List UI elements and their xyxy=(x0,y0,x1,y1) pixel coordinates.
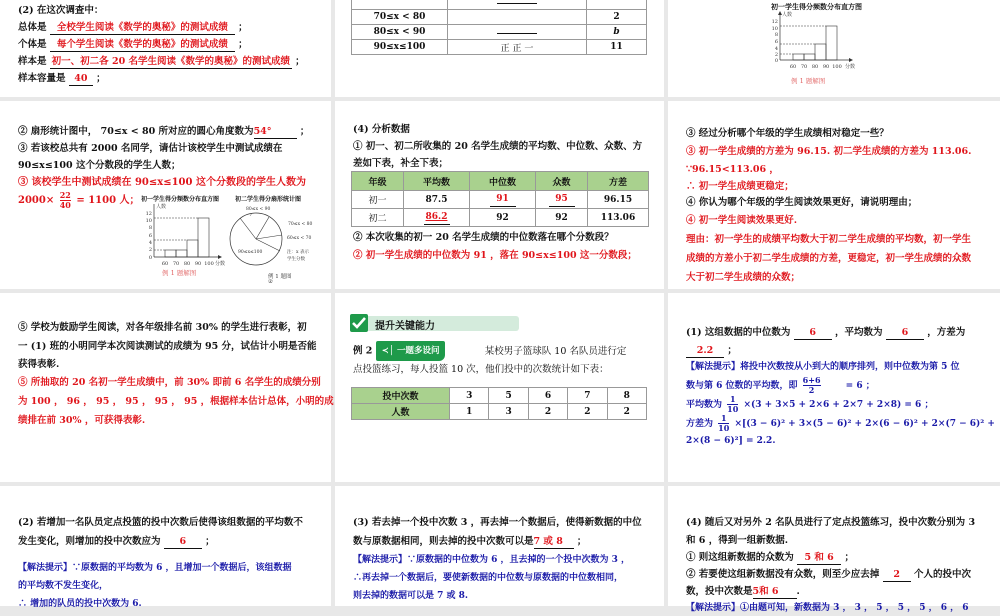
answer-median: 6 xyxy=(794,326,832,340)
answer-removed: 7 或 8 xyxy=(534,535,574,549)
question-2: ② 扇形统计图中， 70≤x < 80 所对应的圆心角度数为 xyxy=(18,126,254,137)
shots-table xyxy=(351,387,647,420)
panel-new-data-mode: (4) 随后又对另外 2 名队员进行了定点投篮练习，投中次数分别为 3 和 6 ，得到一组新数据. ① 则这组新数据的众数为 5 和 6 ； ② 若要使这组新数据没有众数，则至少应去掉 2 个人的投中次 数，投中次数是5和 6 . 【解法提示】①由题可知，新数据为 3 ， 3 ， 5 ， 5 ， 5 ， 6 ， 6 xyxy=(668,486,1000,606)
question-2-line-2: 发生变化，则增加的投中次数应为 xyxy=(18,536,161,547)
answer-sample: 初一、初二各 20 名学生阅读《数学的奥秘》的测试成绩 xyxy=(51,56,290,67)
range-cell: 70≤x < 80 xyxy=(352,10,448,25)
svg-text:80: 80 xyxy=(811,64,819,70)
count-cell: b xyxy=(587,25,647,40)
pie-chart xyxy=(228,201,333,273)
panel-add-player: (2) 若增加一名队员定点投篮的投中次数后使得该组数据的平均数不 发生变化，则增加的投中次数应为 6 ； 【解法提示】∵原数据的平均数为 6 ，且增加一个数据后，该组数据 的平均数不发生变化， ∴ 增加的队员的投中次数为 6. xyxy=(0,486,331,606)
tally-cell xyxy=(448,10,587,25)
histogram-chart xyxy=(766,10,866,85)
svg-text:80: 80 xyxy=(183,261,191,267)
svg-text:4: 4 xyxy=(148,240,152,246)
answer-mean: 86.2 xyxy=(424,211,450,225)
count-cell: 2 xyxy=(587,10,647,25)
answer-3-line-1: ③ 初一学生成绩的方差为 96.15. 初二学生成绩的方差为 113.06. xyxy=(686,146,972,157)
svg-text:学生分数: 学生分数 xyxy=(287,257,305,262)
table-row xyxy=(352,25,647,40)
answer-3-line-1: ③ 该校学生中测试成绩在 90≤x≤100 这个分数段的学生人数为 xyxy=(18,177,306,188)
answer-angle: 54° xyxy=(254,125,297,139)
svg-text:80≤x < 90: 80≤x < 90 xyxy=(246,207,271,212)
question-1-line-2: 差如下表，补全下表； xyxy=(353,158,449,169)
hint-line-2: ∴再去掉一个数据后，要使新数据的中位数与原数据的中位数相同， xyxy=(353,573,624,583)
svg-text:0: 0 xyxy=(148,255,152,261)
panel-example-2 xyxy=(335,293,664,482)
question-1-line-1: ① 初一、初二所收集的 20 名学生成绩的平均数、中位数、众数、方 xyxy=(353,141,643,152)
table-row: 投中次数 3 5 6 7 8 xyxy=(352,388,647,404)
question-5-line-1: ⑤ 学校为鼓励学生阅读，对各年级排名前 30% 的学生进行表彰，初 xyxy=(18,322,307,333)
svg-text:0: 0 xyxy=(774,58,778,64)
table-row xyxy=(352,40,647,55)
svg-text:8: 8 xyxy=(148,225,152,231)
answer-5-line-3: 绩排在前 30% ，可获得表彰. xyxy=(18,415,146,426)
answer-mode: 5 和 6 xyxy=(797,551,841,565)
panel-frequency-table xyxy=(335,0,664,97)
hint-line-3: 则去掉的数据可以是 7 或 8. xyxy=(353,591,469,601)
pie-title: 初二学生得分扇形统计图 xyxy=(235,196,302,203)
section-banner xyxy=(351,316,519,331)
svg-text:10: 10 xyxy=(145,218,152,224)
svg-text:6: 6 xyxy=(148,233,152,239)
row-header: 投中次数 xyxy=(352,388,450,404)
svg-text:60: 60 xyxy=(789,64,797,70)
answer-median: 91 xyxy=(490,193,516,207)
figure-caption: 例 1 题解图 xyxy=(791,77,826,85)
svg-text:2: 2 xyxy=(774,52,778,58)
row-header: 人数 xyxy=(352,404,450,420)
question-3-line-1: ③ 若该校总共有 2000 名同学，请估计该校学生中测试成绩在 xyxy=(18,143,283,154)
hint-line-1: 【解法提示】∵原数据的平均数为 6 ，且增加一个数据后，该组数据 xyxy=(18,563,292,573)
chart-title: 初一学生得分频数分布直方图 xyxy=(771,2,862,11)
svg-text:注：x 表示: 注：x 表示 xyxy=(287,250,309,255)
table-row: 人数 1 3 2 2 2 xyxy=(352,404,647,420)
question-2: ② 本次收集的初一 20 名学生成绩的中位数落在哪个分数段？ xyxy=(353,232,614,243)
svg-text:70: 70 xyxy=(172,261,180,267)
answer-sample-size: 40 xyxy=(69,72,93,86)
svg-text:90≤x≤100: 90≤x≤100 xyxy=(238,250,263,255)
hint-line-3: 平均数为 $\frac{1}{10}$ ×(3 + 3×5 + 2×6 + 2×7 + 2×8) = 6 ； xyxy=(686,394,934,414)
histogram-chart xyxy=(140,201,235,266)
svg-text:12: 12 xyxy=(145,211,152,217)
hist-title: 初一学生得分频数分布直方图 xyxy=(141,196,220,203)
question-4-line-2: 和 6 ，得到一组新数据. xyxy=(686,535,789,546)
answer-5-line-1: ⑤ 所抽取的 20 名初一学生成绩中，前 30% 即前 6 名学生的成绩分别 xyxy=(18,377,321,388)
panel-analysis-table xyxy=(335,101,664,289)
svg-text:分数: 分数 xyxy=(215,261,226,267)
svg-text:100: 100 xyxy=(832,64,842,70)
section-heading: (4) 分析数据 xyxy=(353,124,410,135)
count-cell: 11 xyxy=(587,40,647,55)
answer-2: ② 初一学生成绩的中位数为 91 ，落在 90≤x≤100 这一分数段； xyxy=(353,250,637,261)
stem-line-1: 某校男子篮球队 10 名队员进行定 xyxy=(484,345,627,357)
svg-text:70≤x < 80: 70≤x < 80 xyxy=(288,222,313,227)
frequency-table xyxy=(351,0,647,55)
pie-caption: 例 1 题图 xyxy=(268,274,292,280)
answer-population: 全校学生阅读《数学的奥秘》的测试成绩 xyxy=(50,21,235,35)
answer-4-line-1: ④ 初一学生阅读效果更好. xyxy=(686,215,798,226)
svg-text:6: 6 xyxy=(774,39,778,45)
svg-text:12: 12 xyxy=(771,19,778,25)
question-3-line-2: 90≤x≤100 这个分数段的学生人数； xyxy=(18,160,181,171)
question-3-line-2: 数与原数据相同，则去掉的投中次数可以是 xyxy=(353,536,534,547)
panel-median-mean-variance: (1) 这组数据的中位数为 6 ，平均数为 6 ，方差为 2.2 ； 【解法提示】将投中次数按从小到大的顺序排列，则中位数为第 5 位 数与第 6 位数的平均数，即 $\frac{6+6}{2}$ = 6 ； 平均数为 $\frac{1}{10}$ ×(3 + 3×5 + 2×6 + 2×7 + 2×8) = 6 ； 方差为 $\frac{1}{10}$ ×[(3 − 6)² + 3×(5 − 6)² + 2×(6 − 6)² + 2×(7 − 6)² + 2×(8 − 6)²] = 2.2. xyxy=(668,293,1000,482)
svg-text:60≤x < 70: 60≤x < 70 xyxy=(287,236,312,241)
answer-added-shots: 6 xyxy=(164,535,202,549)
hist-caption: 例 1 题解图 xyxy=(162,269,197,277)
answer-3-line-3: ∴ 初一学生成绩更稳定； xyxy=(686,181,794,192)
table-row: 初二 86.2 92 92 113.06 xyxy=(352,209,649,227)
row-individual: 个体是 每个学生阅读《数学的奥秘》的测试成绩 ； xyxy=(18,39,248,50)
table-row: 初一 87.5 91 95 96.15 xyxy=(352,191,649,209)
range-cell: 80≤x < 90 xyxy=(352,25,448,40)
example-label: 例 2 xyxy=(353,345,373,357)
svg-text:4: 4 xyxy=(774,46,778,52)
answer-4-line-4: 大于初二学生成绩的众数； xyxy=(686,272,801,283)
svg-text:人数: 人数 xyxy=(782,12,793,18)
question-2-line-1: (2) 若增加一名队员定点投篮的投中次数后使得该组数据的平均数不 xyxy=(18,517,303,528)
hint-line-5: 2×(8 − 6)²] = 2.2. xyxy=(686,436,776,446)
answer-3-line-2: 2000× $\frac{22}{40}$ = 1100 人； xyxy=(18,190,140,210)
range-cell: 90≤x≤100 xyxy=(352,40,448,55)
hint-line-1: 【解法提示】∵原数据的中位数为 6 ，且去掉的一个投中次数为 3 ， xyxy=(353,555,631,565)
stem-line-2: 点投篮练习，每人投篮 10 次，他们投中的次数统计如下表： xyxy=(353,364,609,375)
question-heading: (2) 在这次调查中： xyxy=(18,5,104,16)
checkmark-icon xyxy=(350,314,368,332)
svg-text:人数: 人数 xyxy=(156,204,167,210)
row-population: 总体是 全校学生阅读《数学的奥秘》的测试成绩 ； xyxy=(18,22,248,33)
answer-mean: 6 xyxy=(886,326,924,340)
share-icon: ≺│ xyxy=(381,346,397,356)
multi-question-tag: ≺│ 一题多设问 xyxy=(376,341,446,361)
svg-text:90: 90 xyxy=(822,64,830,70)
question-5-line-2: 一 (1) 班的小明同学本次阅读测试的成绩为 95 分，试估计小明是否能 xyxy=(18,341,317,352)
question-4: ④ 你认为哪个年级的学生阅读效果更好，请说明理由； xyxy=(686,197,918,208)
question-3: ③ 经过分析哪个年级的学生成绩相对稳定一些？ xyxy=(686,128,889,139)
hint-line-1: 【解法提示】将投中次数按从小到大的顺序排列，则中位数为第 5 位 xyxy=(686,362,960,372)
table-header-row: 年级 平均数 中位数 众数 方差 xyxy=(352,172,649,191)
hint-line-2: 的平均数不发生变化， xyxy=(18,581,109,591)
svg-text:8: 8 xyxy=(774,32,778,38)
answer-5-line-2: 为 100 ， 96 ， 95 ， 95 ， 95 ， 95 ，根据样本估计总体，小明的成 xyxy=(18,396,334,407)
panel-stability-analysis xyxy=(668,101,1000,289)
panel-commendation xyxy=(0,293,334,482)
stats-table xyxy=(351,171,649,227)
question-5-line-3: 获得表彰. xyxy=(18,359,60,370)
hint-line-2: 数与第 6 位数的平均数，即 $\frac{6+6}{2}$ = 6 ； xyxy=(686,375,875,395)
question-3-line-1: (3) 若去掉一个投中次数 3 ，再去掉一个数据后，使得新数据的中位 xyxy=(353,517,642,528)
answer-4-line-3: 成绩的方差小于初二学生成绩的方差，更稳定，初一学生成绩的众数 xyxy=(686,253,972,264)
fraction: $\frac{22}{40}$ xyxy=(59,190,71,210)
panel-pie-and-estimate: ② 扇形统计图中， 70≤x < 80 所对应的圆心角度数为54° ； ③ 若该校总共有 2000 名同学，请估计该校学生中测试成绩在 90≤x≤100 这个分数段的学生人数； ③ 该校学生中测试成绩在 90≤x≤100 这个分数段的学生人数为 2000× $\frac{22}{40}$ = 1100 人； 初一学生得分频数分布直方图 初二学生得分扇形统计图 人数 12 10 8 6 4 2 0 60 70 80 90 100 分数 例 1 题解图 80≤x < 90 70≤x < 80 60≤x < 70 90≤x≤100 注：x 表示 学生分数 例 1 题图 ② xyxy=(0,101,331,289)
row-sample-size: 样本容量是 40 ； xyxy=(18,73,106,84)
hint-line-4: 方差为 $\frac{1}{10}$ ×[(3 − 6)² + 3×(5 − 6)² + 2×(6 − 6)² + 2×(7 − 6)² + xyxy=(686,413,995,433)
pie-caption-2: ② xyxy=(268,279,273,285)
answer-4-line-2: 理由：初一学生的成绩平均数大于初二学生成绩的平均数，初一学生 xyxy=(686,234,972,245)
svg-text:70: 70 xyxy=(800,64,808,70)
answer-variance: 2.2 xyxy=(686,344,724,358)
svg-text:90: 90 xyxy=(194,261,202,267)
row-sample: 样本是 初一、初二各 20 名学生阅读《数学的奥秘》的测试成绩 ； xyxy=(18,56,305,67)
question-4-line-1: (4) 随后又对另外 2 名队员进行了定点投篮练习，投中次数分别为 3 xyxy=(686,517,976,528)
answer-3-line-2: ∵96.15<113.06 ， xyxy=(686,164,779,175)
svg-text:10: 10 xyxy=(771,26,778,32)
hint-line-1: 【解法提示】①由题可知，新数据为 3 ， 3 ， 5 ， 5 ， 5 ， 6 ， 6 xyxy=(686,603,969,613)
svg-text:60: 60 xyxy=(161,261,169,267)
tally-cell: 正 正 一 xyxy=(448,40,587,55)
panel-survey-definitions xyxy=(0,0,331,97)
table-row xyxy=(352,10,647,25)
svg-text:分数: 分数 xyxy=(845,64,856,70)
section-title: 提升关键能力 xyxy=(375,321,435,332)
panel-remove-data: (3) 若去掉一个投中次数 3 ，再去掉一个数据后，使得新数据的中位 数与原数据相同，则去掉的投中次数可以是7 或 8 ； 【解法提示】∵原数据的中位数为 6 ，且去掉的一个投中次数为 3 ， ∴再去掉一个数据后，要使新数据的中位数与原数据的中位数相同， 则去掉的数据可以是 7 或 8. xyxy=(335,486,664,606)
svg-text:100: 100 xyxy=(204,261,214,267)
svg-text:2: 2 xyxy=(148,247,152,253)
answer-individual: 每个学生阅读《数学的奥秘》的测试成绩 xyxy=(50,38,235,52)
tally-cell xyxy=(448,25,587,40)
answer-mode: 95 xyxy=(549,193,575,207)
table-row xyxy=(352,0,647,10)
hint-line-3: ∴ 增加的队员的投中次数为 6. xyxy=(18,599,142,609)
answer-shot-values: 5和 6 xyxy=(753,585,797,599)
answer-remove-count: 2 xyxy=(883,568,911,582)
panel-histogram xyxy=(668,0,1000,97)
